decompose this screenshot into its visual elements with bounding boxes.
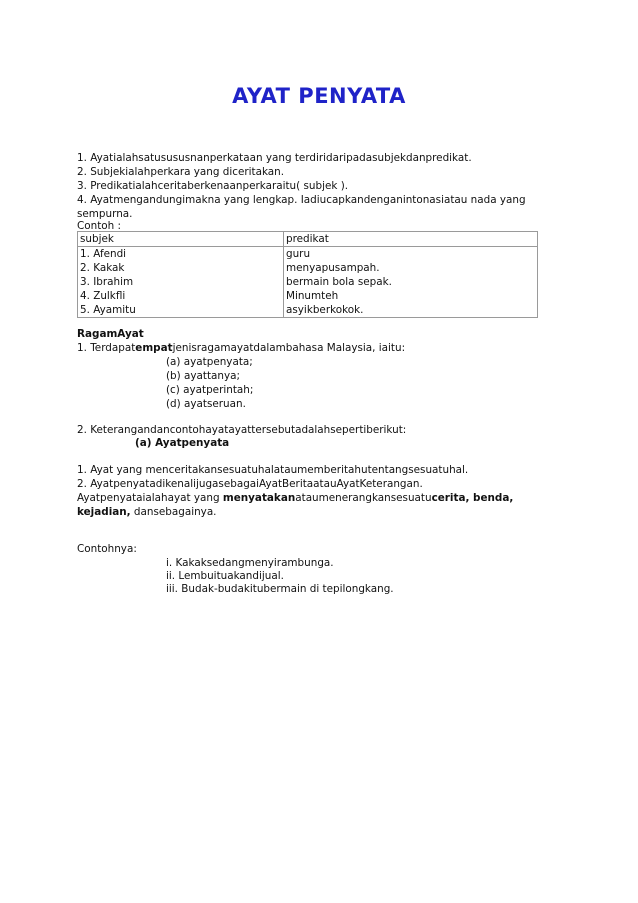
intro-line-4: 4. Ayatmengandungimakna yang lengkap. Iadiucapkandenganintonasiatau nada yang bbox=[77, 194, 526, 206]
table-cell-subjects bbox=[78, 247, 284, 318]
table-row bbox=[78, 247, 538, 318]
ragam-line-1 bbox=[77, 341, 405, 355]
point-3-mid: ataumenerangkansesuatu bbox=[295, 492, 432, 504]
ragam-item: (c) ayatperintah; bbox=[166, 384, 254, 396]
point-4 bbox=[77, 505, 216, 519]
table-header-subjek: subjek bbox=[78, 232, 284, 247]
ragam-item: (d) ayatseruan. bbox=[166, 398, 246, 410]
predicate-item: guru bbox=[286, 248, 311, 260]
subject-item: 4. Zulkfli bbox=[80, 290, 126, 302]
point-2: 2. AyatpenyatadikenalijugasebagaiAyatBeritaatauAyatKeterangan. bbox=[77, 478, 423, 490]
point-3 bbox=[77, 491, 513, 505]
point-1: 1. Ayat yang menceritakansesuatuhalataumemberitahutentangsesuatuhal. bbox=[77, 464, 469, 476]
ragam-item: (a) ayatpenyata; bbox=[166, 356, 253, 368]
point-3-pre: Ayatpenyataialahayat yang bbox=[77, 492, 223, 504]
ragam-line-1-pre: 1. Terdapat bbox=[77, 342, 136, 354]
example-table bbox=[77, 231, 538, 318]
point-3-bold-1: menyatakan bbox=[222, 492, 296, 504]
example-item: ii. Lembuituakandijual. bbox=[166, 570, 284, 582]
contoh-label: Contoh : bbox=[77, 220, 122, 232]
section2-line: 2. Keterangandancontohayatayattersebutadalahsepertiberikut: bbox=[77, 424, 407, 436]
section2-subheading: (a) Ayatpenyata bbox=[135, 437, 230, 449]
point-4-post: dansebagainya. bbox=[130, 506, 217, 518]
point-4-bold: kejadian, bbox=[77, 506, 131, 518]
example-item: iii. Budak-budakitubermain di tepilongkang. bbox=[166, 583, 394, 595]
ragam-item: (b) ayattanya; bbox=[166, 370, 241, 382]
point-3-bold-2: cerita, benda, bbox=[431, 492, 514, 504]
table-cell-predicates bbox=[284, 247, 538, 318]
ragam-heading: RagamAyat bbox=[77, 328, 144, 340]
subject-item: 5. Ayamitu bbox=[80, 304, 136, 316]
subject-item: 2. Kakak bbox=[80, 262, 125, 274]
intro-line-5: sempurna. bbox=[77, 208, 133, 220]
intro-line-2: 2. Subjekialahperkara yang diceritakan. bbox=[77, 166, 285, 178]
table-header-row bbox=[78, 232, 538, 247]
subject-item: 3. Ibrahim bbox=[80, 276, 134, 288]
intro-line-3: 3. Predikatialahceritaberkenaanperkaraitu( subjek ). bbox=[77, 180, 349, 192]
intro-line-1: 1. Ayatialahsatusususnanperkataan yang terdiridaripadasubjekdanpredikat. bbox=[77, 152, 472, 164]
table-header-predikat: predikat bbox=[284, 232, 538, 247]
page-title: AYAT PENYATA bbox=[232, 84, 406, 108]
predicate-item: asyikberkokok. bbox=[286, 304, 364, 316]
predicate-item: menyapusampah. bbox=[286, 262, 380, 274]
examples-label: Contohnya: bbox=[77, 543, 137, 555]
example-item: i. Kakaksedangmenyirambunga. bbox=[166, 557, 334, 569]
ragam-line-1-bold: empat bbox=[135, 342, 173, 354]
predicate-item: Minumteh bbox=[286, 290, 339, 302]
subject-item: 1. Afendi bbox=[80, 248, 127, 260]
ragam-line-1-post: jenisragamayatdalambahasa Malaysia, iaitu: bbox=[172, 342, 406, 354]
predicate-item: bermain bola sepak. bbox=[286, 276, 392, 288]
